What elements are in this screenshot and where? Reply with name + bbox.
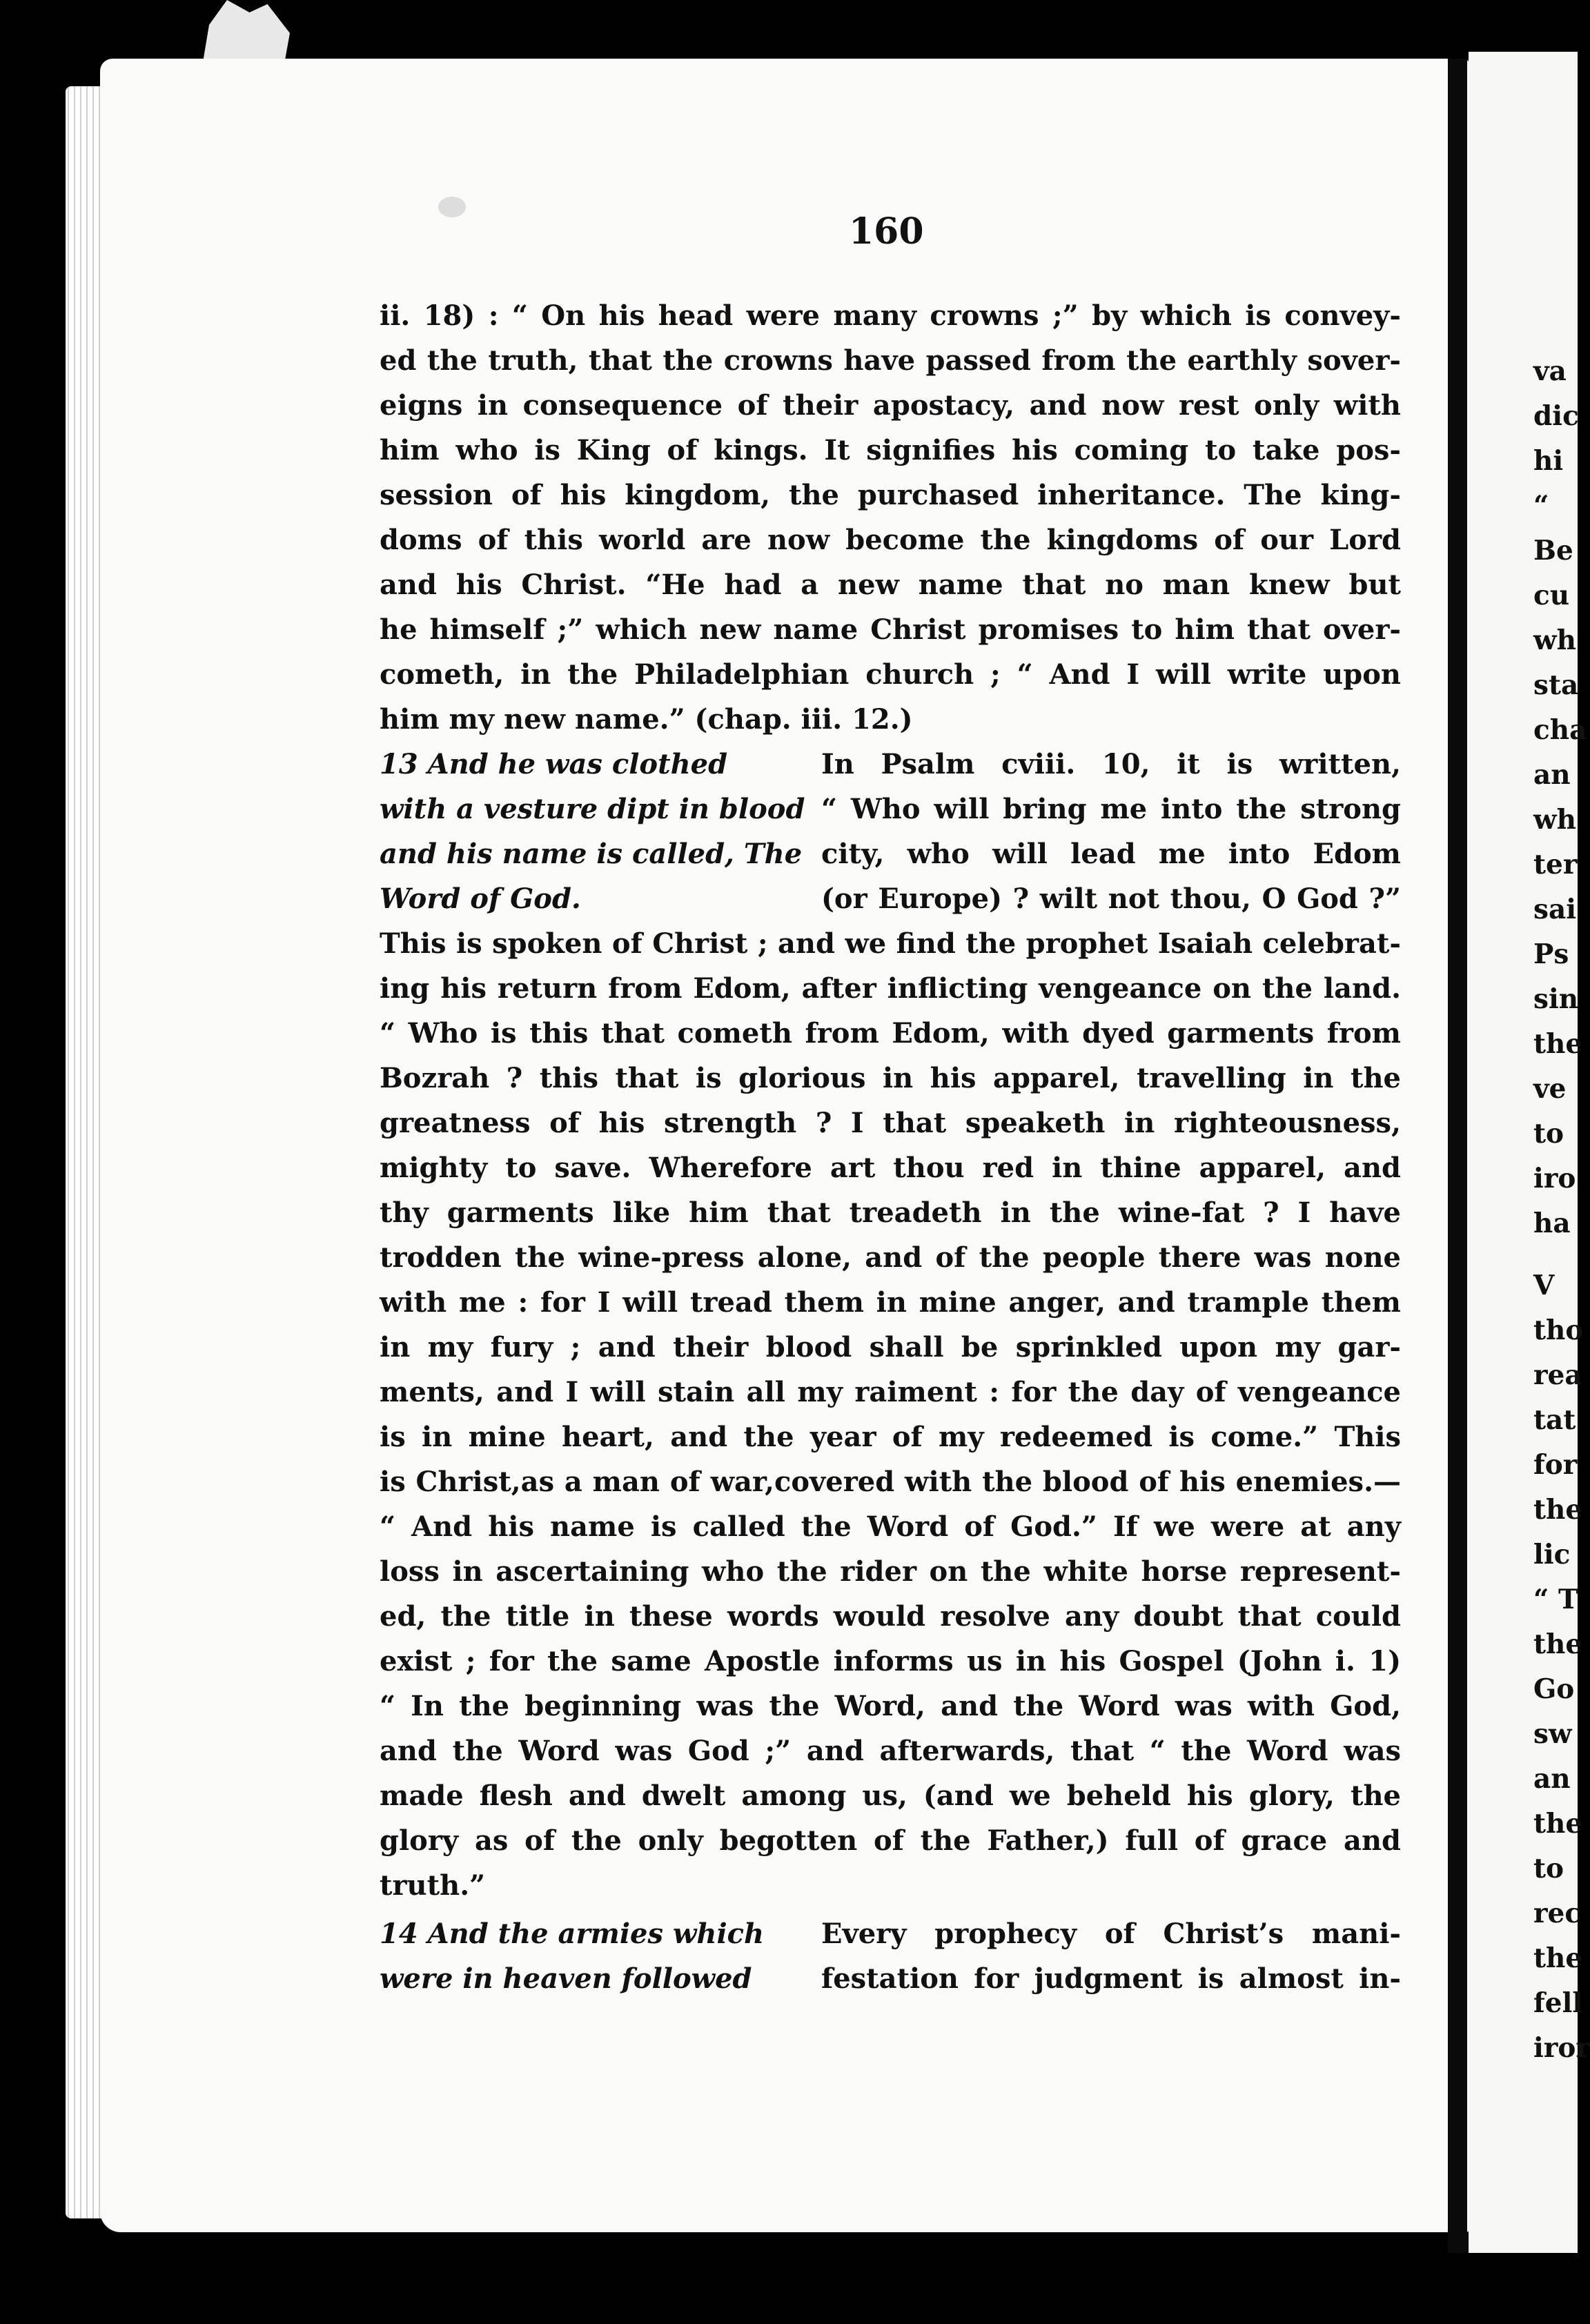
adjacent-page-text: the [1533, 1494, 1583, 1526]
page-number: 160 [849, 210, 924, 253]
adjacent-page-text: an [1533, 759, 1571, 791]
adjacent-page-text: cu [1533, 580, 1570, 611]
text-line: is in mine heart, and the year of my redeemed is come.” This [380, 1421, 1401, 1453]
verse-margin-note: with a vesture dipt in blood [380, 793, 805, 825]
adjacent-page-text: an [1533, 1763, 1571, 1795]
adjacent-page-text: “ [1533, 490, 1549, 522]
text-line: loss in ascertaining who the rider on the white horse represent- [380, 1555, 1401, 1588]
adjacent-page-text: sta [1533, 669, 1579, 701]
verse-margin-note: and his name is called, The [380, 838, 803, 870]
verse-margin-note: Word of God. [380, 883, 581, 915]
adjacent-page-text: tho [1533, 1314, 1584, 1346]
text-line: with me : for I will tread them in mine anger, and trample them [380, 1286, 1401, 1319]
adjacent-page-text: va [1533, 355, 1567, 387]
adjacent-page-text: to [1533, 1853, 1564, 1884]
text-line: and his Christ. “He had a new name that no man knew but [380, 569, 1401, 601]
paper-blemish [438, 197, 466, 217]
text-line: ed the truth, that the crowns have passed from the earthly sover- [380, 344, 1401, 377]
adjacent-page-text: iror [1533, 2032, 1590, 2064]
adjacent-page-text: wh [1533, 624, 1576, 656]
adjacent-page-text: fell [1533, 1987, 1583, 2019]
text-line: Every prophecy of Christ’s mani- [821, 1918, 1401, 1950]
adjacent-page-text: the [1533, 1028, 1583, 1060]
adjacent-page-text: the [1533, 1808, 1583, 1840]
text-line: in my fury ; and their blood shall be sprinkled upon my gar- [380, 1331, 1401, 1363]
text-line: eigns in consequence of their apostacy, and now rest only with [380, 389, 1401, 422]
text-line: In Psalm cviii. 10, it is written, [821, 748, 1401, 780]
text-line: festation for judgment is almost in- [821, 1962, 1401, 1995]
adjacent-page-text: iro [1533, 1163, 1576, 1194]
text-line: exist ; for the same Apostle informs us in his Gospel (John i. 1) [380, 1645, 1401, 1677]
text-line: doms of this world are now become the kingdoms of our Lord [380, 524, 1401, 556]
text-line: mighty to save. Wherefore art thou red in thine apparel, and [380, 1152, 1401, 1184]
text-line: cometh, in the Philadelphian church ; “ And I will write upon [380, 658, 1401, 691]
book-page [100, 59, 1470, 2232]
adjacent-page-text: sw [1533, 1718, 1572, 1750]
verse-margin-note: 13 And he was clothed [380, 748, 728, 780]
verse-margin-note: were in heaven followed [380, 1962, 752, 1995]
text-line: “ Who will bring me into the strong [821, 793, 1401, 825]
text-line: and the Word was God ;” and afterwards, that “ the Word was [380, 1735, 1401, 1767]
adjacent-page-text: rea [1533, 1359, 1582, 1391]
text-line: session of his kingdom, the purchased inheritance. The king- [380, 479, 1401, 511]
text-line: ii. 18) : “ On his head were many crowns ;” by which is convey- [380, 299, 1401, 332]
adjacent-page-text: cha [1533, 714, 1587, 746]
adjacent-page-text: to [1533, 1118, 1564, 1150]
adjacent-page-text: the [1533, 1942, 1583, 1974]
adjacent-page-text: Go [1533, 1673, 1575, 1705]
adjacent-page-text: rec [1533, 1898, 1582, 1929]
adjacent-page-text: wh [1533, 804, 1576, 836]
adjacent-page-text: tat [1533, 1404, 1576, 1436]
text-line: ed, the title in these words would resolve any doubt that could [380, 1600, 1401, 1633]
text-line: “ In the beginning was the Word, and the Word was with God, [380, 1690, 1401, 1722]
adjacent-page-text: sai [1533, 894, 1577, 925]
text-line: greatness of his strength ? I that speaketh in righteousness, [380, 1107, 1401, 1139]
adjacent-page-text: sin [1533, 983, 1579, 1015]
text-line: Bozrah ? this that is glorious in his apparel, travelling in the [380, 1062, 1401, 1094]
text-line: ments, and I will stain all my raiment : for the day of vengeance [380, 1376, 1401, 1408]
text-line: (or Europe) ? wilt not thou, O God ?” [821, 883, 1401, 915]
adjacent-page-text: ve [1533, 1073, 1567, 1105]
adjacent-page-text: Ps [1533, 938, 1569, 970]
adjacent-page-text: V [1533, 1270, 1555, 1301]
adjacent-page-text: lic [1533, 1539, 1571, 1570]
text-line: “ And his name is called the Word of God.” If we were at any [380, 1510, 1401, 1543]
text-line: This is spoken of Christ ; and we find the prophet Isaiah celebrat- [380, 927, 1401, 960]
adjacent-page-text: Be [1533, 535, 1573, 567]
text-line: he himself ;” which new name Christ promises to him that over- [380, 613, 1401, 646]
verse-margin-note: 14 And the armies which [380, 1918, 765, 1950]
text-line: him who is King of kings. It signifies his coming to take pos- [380, 434, 1401, 466]
text-line: made flesh and dwelt among us, (and we beheld his glory, the [380, 1780, 1401, 1812]
text-line: trodden the wine-press alone, and of the people there was none [380, 1241, 1401, 1274]
adjacent-page-text: hi [1533, 445, 1564, 477]
adjacent-page-text: ha [1533, 1208, 1571, 1239]
adjacent-page-text: “ T [1533, 1584, 1579, 1615]
text-line: truth.” [380, 1869, 486, 1902]
text-line: city, who will lead me into Edom [821, 838, 1401, 870]
text-line: him my new name.” (chap. iii. 12.) [380, 703, 913, 736]
adjacent-page-text: ter [1533, 849, 1578, 880]
book-gutter [1448, 59, 1467, 2253]
adjacent-page-fragment [1469, 52, 1590, 2253]
text-line: is Christ,as a man of war,covered with the blood of his enemies.— [380, 1466, 1401, 1498]
adjacent-page-text: the [1533, 1628, 1583, 1660]
adjacent-page-text: for [1533, 1449, 1578, 1481]
text-line: “ Who is this that cometh from Edom, with dyed garments from [380, 1017, 1401, 1050]
adjacent-page-text: dic [1533, 400, 1579, 432]
text-line: thy garments like him that treadeth in the wine-fat ? I have [380, 1197, 1401, 1229]
text-line: glory as of the only begotten of the Father,) full of grace and [380, 1824, 1401, 1857]
text-line: ing his return from Edom, after inflicting vengeance on the land. [380, 972, 1401, 1005]
